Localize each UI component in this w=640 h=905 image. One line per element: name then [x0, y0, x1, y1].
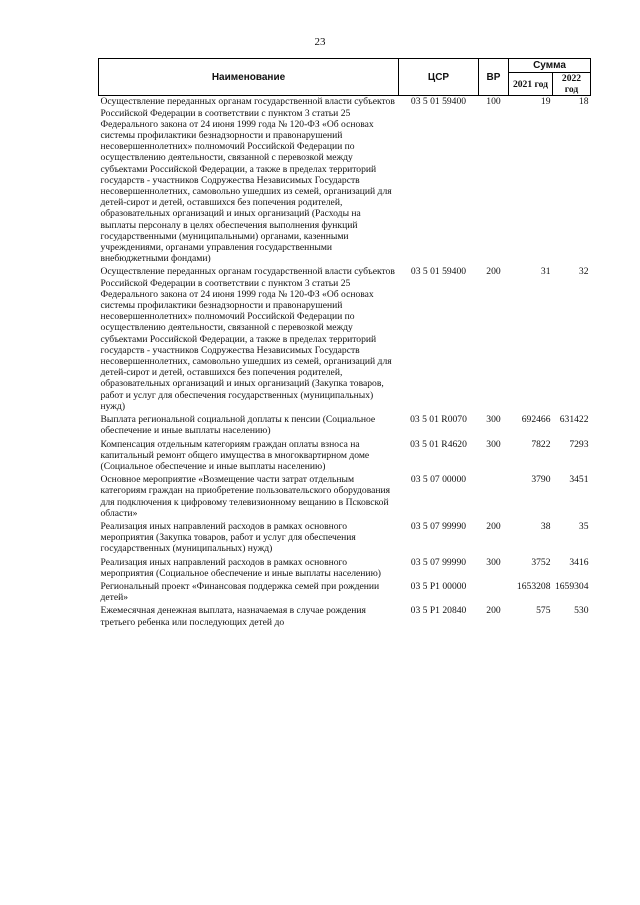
column-header-2021: 2021 год	[509, 73, 553, 96]
row-sum-2021: 3752	[531, 556, 551, 568]
table-row	[99, 474, 591, 521]
row-name: Осуществление переданных органам государственной власти субъектов Российской Федерации в соответствии с пунктом 3 статьи 25 Федерального закона от 24 июня 1999 года № 120-ФЗ «Об основах системы профилактики безнадзорности и правонарушений несовершеннолетних» полномочий Российской Федерации по осуществлению деятельности, связанной с перевозкой между субъектами Российской Федерации, а также в пределах территорий государств - участников Содружества Независимых Государств несовершеннолетних, самовольно ушедших из семей, организаций для детей-сирот и детей, оставшихся без попечения родителей, образовательных организаций и иных организаций (Закупка товаров, работ и услуг для обеспечения государственных (муниципальных) нужд)	[100, 266, 395, 412]
table-row	[99, 439, 591, 475]
row-sum-2021: 692466	[521, 414, 551, 426]
row-vr	[479, 581, 509, 605]
row-sum-2021: 1653208	[516, 580, 551, 592]
row-csr: 03 5 01 59400	[410, 96, 467, 108]
row-name: Реализация иных направлений расходов в рамках основного мероприятия (Социальное обеспечение и иные выплаты населению)	[100, 556, 381, 579]
row-sum-2022: 1659304	[554, 580, 589, 592]
row-csr: 03 5 07 00000	[410, 474, 467, 486]
row-name: Выплата региональной социальной доплаты к пенсии (Социальное обеспечение и иные выплаты населению)	[100, 414, 376, 437]
row-sum-2022: 32	[578, 266, 589, 278]
row-name: Осуществление переданных органам государственной власти субъектов Российской Федерации в соответствии с пунктом 3 статьи 25 Федерального закона от 24 июня 1999 года № 120-ФЗ «Об основах системы профилактики безнадзорности и правонарушений несовершеннолетних» полномочий Российской Федерации по осуществлению деятельности, связанной с перевозкой между субъектами Российской Федерации, а также в пределах территорий государств - участников Содружества Независимых Государств несовершеннолетних, самовольно ушедших из семей, организаций для детей-сирот и детей, оставшихся без попечения родителей, образовательных организаций и иных организаций (Расходы на выплаты персоналу в целях обеспечения выполнения функций государственными (муниципальными) органами, казенными учреждениями, органами управления государственными внебюджетными фондами)	[100, 96, 395, 265]
table-row	[99, 521, 591, 557]
row-sum-2021: 19	[540, 96, 551, 108]
row-name: Компенсация отдельным категориям граждан оплаты взноса на капитальный ремонт общего имущества в многоквартирном доме (Социальное обеспечение и иные выплаты населению)	[100, 438, 370, 472]
row-vr: 300	[486, 414, 501, 426]
row-name: Реализация иных направлений расходов в рамках основного мероприятия (Закупка товаров, работ и услуг для обеспечения государственных (муниципальных) нужд)	[100, 520, 356, 555]
row-vr: 200	[486, 520, 501, 532]
budget-table	[98, 58, 591, 630]
row-vr: 300	[486, 438, 501, 450]
row-vr: 200	[486, 266, 501, 278]
row-name: Основное мероприятие «Возмещение части затрат отдельным категориям граждан на приобретение пользовательского оборудования для подключения к цифровому телевизионному вещанию в Псковской области»	[100, 474, 391, 519]
table-row	[99, 414, 591, 438]
column-header-sum: Сумма	[509, 59, 591, 73]
row-csr: 03 5 01 R4620	[410, 438, 467, 450]
row-sum-2022: 7293	[569, 438, 589, 450]
column-header-vr: ВР	[479, 59, 509, 96]
column-header-csr: ЦСР	[399, 59, 479, 96]
table-row	[99, 96, 591, 267]
row-vr: 100	[486, 96, 501, 108]
table-row	[99, 605, 591, 629]
page-number: 23	[314, 36, 326, 48]
row-sum-2022: 3451	[569, 474, 589, 486]
table-row	[99, 266, 591, 414]
row-vr	[479, 474, 509, 521]
row-sum-2022: 631422	[559, 414, 589, 426]
row-sum-2021: 7822	[531, 438, 551, 450]
table-body	[99, 96, 591, 630]
row-csr: 03 5 P1 00000	[410, 580, 467, 592]
row-sum-2021: 38	[540, 520, 551, 532]
row-sum-2022: 35	[578, 520, 589, 532]
row-sum-2022: 3416	[569, 556, 589, 568]
row-csr: 03 5 07 99990	[410, 556, 467, 568]
row-name: Ежемесячная денежная выплата, назначаемая в случае рождения третьего ребенка или последующих детей до	[100, 605, 366, 628]
table-row	[99, 557, 591, 581]
table-row	[99, 581, 591, 605]
row-csr: 03 5 01 59400	[410, 266, 467, 278]
row-csr: 03 5 07 99990	[410, 520, 467, 532]
row-vr: 200	[486, 605, 501, 617]
table-header	[99, 59, 591, 96]
row-sum-2022: 530	[574, 605, 589, 617]
row-csr: 03 5 P1 20840	[410, 605, 467, 617]
row-vr: 300	[486, 556, 501, 568]
row-sum-2021: 3790	[531, 474, 551, 486]
row-sum-2022: 18	[578, 96, 589, 108]
column-header-name: Наименование	[99, 59, 399, 96]
column-header-2022: 2022 год	[553, 73, 591, 96]
row-sum-2021: 575	[536, 605, 551, 617]
row-name: Региональный проект «Финансовая поддержка семей при рождении детей»	[100, 580, 380, 604]
row-sum-2021: 31	[540, 266, 551, 278]
row-csr: 03 5 01 R0070	[410, 414, 467, 426]
